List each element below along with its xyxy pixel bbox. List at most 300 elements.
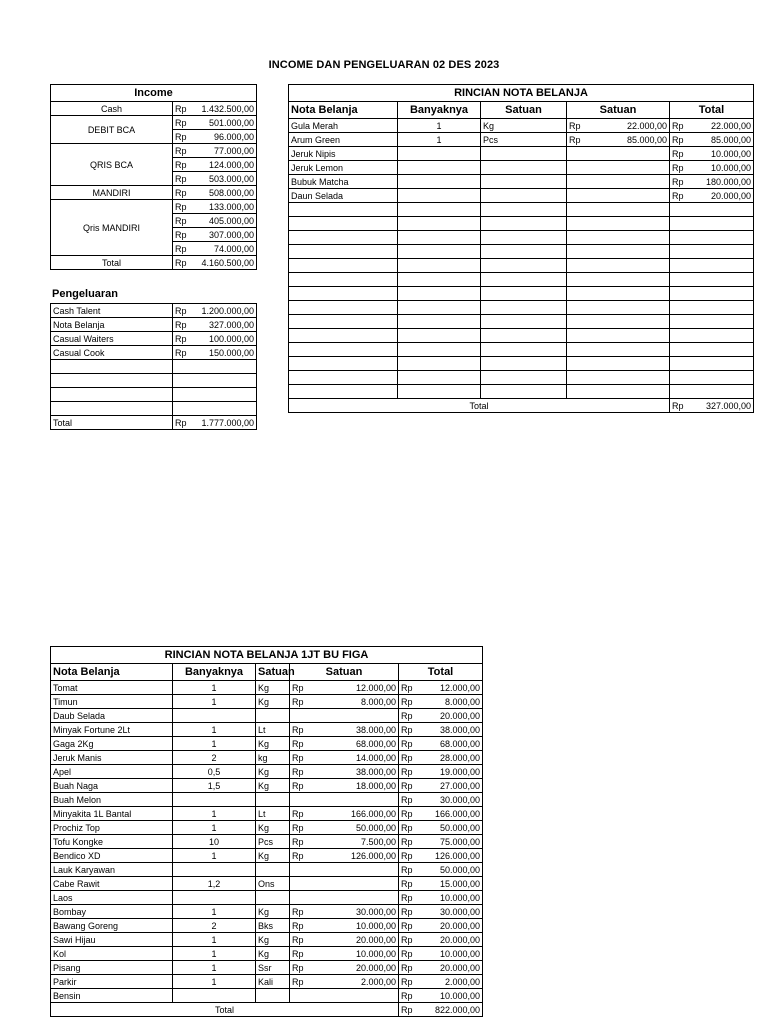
- amount-value: 150.000,00: [208, 347, 254, 358]
- table-row: [51, 709, 483, 723]
- item-unit: Kg: [256, 849, 290, 863]
- table-row: [51, 835, 483, 849]
- amount-value: 68.000,00: [440, 738, 481, 749]
- item-price: [290, 779, 399, 793]
- item-qty: 1: [173, 933, 256, 947]
- item-price: [567, 371, 670, 385]
- currency-label: Rp: [175, 305, 187, 316]
- amount-value: 38.000,00: [440, 724, 481, 735]
- item-unit: [481, 259, 567, 273]
- item-unit: Kg: [256, 737, 290, 751]
- item-unit: Pcs: [481, 133, 567, 147]
- amount-value: 20.000,00: [710, 190, 752, 201]
- page-title: INCOME DAN PENGELUARAN 02 DES 2023: [268, 59, 500, 71]
- income-amount: [173, 200, 257, 214]
- currency-label: Rp: [672, 148, 684, 159]
- table-row: [289, 329, 754, 343]
- pengeluaran-row: [51, 332, 257, 346]
- item-price: [567, 273, 670, 287]
- item-unit: [481, 329, 567, 343]
- item-unit: Kg: [256, 933, 290, 947]
- item-qty: 1: [398, 133, 481, 147]
- table-row: [51, 807, 483, 821]
- income-row: [51, 116, 257, 130]
- item-unit: Kg: [256, 779, 290, 793]
- currency-label: Rp: [175, 103, 187, 114]
- item-name: Cabe Rawit: [51, 877, 173, 891]
- amount-value: 20.000,00: [355, 934, 396, 945]
- table-row: [289, 217, 754, 231]
- pengeluaran-row: [51, 388, 257, 402]
- item-total: [399, 891, 483, 905]
- table-row: [289, 343, 754, 357]
- item-qty: [173, 891, 256, 905]
- item-qty: 1: [173, 947, 256, 961]
- amount-value: 327.000,00: [208, 319, 254, 330]
- column-header: Satuan: [567, 102, 670, 119]
- item-price: [567, 147, 670, 161]
- currency-label: Rp: [292, 976, 304, 987]
- item-name: Daun Selada: [289, 189, 398, 203]
- pengeluaran-row: [51, 402, 257, 416]
- currency-label: Rp: [175, 173, 187, 184]
- item-name: [289, 343, 398, 357]
- amount-value: 508.000,00: [208, 187, 255, 198]
- rincian-nota-belanja-table: [288, 84, 754, 413]
- currency-label: Rp: [401, 738, 413, 749]
- item-price: [567, 315, 670, 329]
- item-price: [290, 681, 399, 695]
- rincian-total-amount: [670, 399, 754, 413]
- item-total: [670, 161, 754, 175]
- currency-label: Rp: [292, 780, 304, 791]
- amount-value: 14.000,00: [355, 752, 396, 763]
- currency-label: Rp: [569, 134, 581, 145]
- item-total: [670, 273, 754, 287]
- item-total: [399, 709, 483, 723]
- item-name: Buah Melon: [51, 793, 173, 807]
- item-unit: Ssr: [256, 961, 290, 975]
- amount-value: 38.000,00: [355, 724, 396, 735]
- income-row: [51, 102, 257, 116]
- currency-label: Rp: [401, 850, 413, 861]
- amount-value: 20.000,00: [355, 962, 396, 973]
- item-unit: Bks: [256, 919, 290, 933]
- item-name: Tomat: [51, 681, 173, 695]
- item-total: [399, 919, 483, 933]
- item-name: Bawang Goreng: [51, 919, 173, 933]
- item-qty: 1: [173, 737, 256, 751]
- table-row: [289, 133, 754, 147]
- amount-value: 50.000,00: [355, 822, 396, 833]
- pengeluaran-label: [51, 402, 173, 416]
- item-qty: [398, 147, 481, 161]
- pengeluaran-amount: [173, 332, 257, 346]
- pengeluaran-total-label: Total: [51, 416, 173, 430]
- item-name: Bendico XD: [51, 849, 173, 863]
- currency-label: Rp: [401, 836, 413, 847]
- income-total-label: Total: [51, 256, 173, 270]
- item-name: [289, 371, 398, 385]
- table-row: [289, 175, 754, 189]
- item-price: [290, 835, 399, 849]
- income-amount: [173, 144, 257, 158]
- item-qty: 2: [173, 919, 256, 933]
- amount-value: 822.000,00: [435, 1004, 481, 1015]
- currency-label: Rp: [292, 962, 304, 973]
- amount-value: 4.160.500,00: [201, 257, 255, 268]
- item-unit: [481, 273, 567, 287]
- item-price: [567, 357, 670, 371]
- item-unit: [256, 793, 290, 807]
- item-qty: 1: [173, 807, 256, 821]
- currency-label: Rp: [292, 766, 304, 777]
- currency-label: Rp: [569, 120, 581, 131]
- item-unit: [481, 231, 567, 245]
- item-price: [290, 919, 399, 933]
- table-row: [51, 849, 483, 863]
- amount-value: 19.000,00: [440, 766, 481, 777]
- item-unit: kg: [256, 751, 290, 765]
- item-unit: [481, 315, 567, 329]
- item-qty: 1: [173, 905, 256, 919]
- item-total: [399, 947, 483, 961]
- amount-value: 28.000,00: [440, 752, 481, 763]
- item-price: [290, 821, 399, 835]
- item-name: [289, 217, 398, 231]
- item-unit: Kg: [256, 905, 290, 919]
- table-row: [289, 371, 754, 385]
- amount-value: 22.000,00: [626, 120, 667, 131]
- item-total: [399, 751, 483, 765]
- item-qty: [398, 315, 481, 329]
- item-unit: [481, 287, 567, 301]
- item-price: [290, 723, 399, 737]
- item-unit: [481, 203, 567, 217]
- table-row: [51, 989, 483, 1003]
- amount-value: 503.000,00: [208, 173, 255, 184]
- item-qty: 1: [173, 961, 256, 975]
- item-price: [290, 947, 399, 961]
- currency-label: Rp: [292, 920, 304, 931]
- income-amount: [173, 102, 257, 116]
- currency-label: Rp: [401, 766, 413, 777]
- item-qty: [398, 161, 481, 175]
- item-qty: [173, 863, 256, 877]
- amount-value: 20.000,00: [440, 920, 481, 931]
- amount-value: 50.000,00: [440, 864, 481, 875]
- currency-label: Rp: [292, 696, 304, 707]
- item-name: [289, 315, 398, 329]
- item-total: [670, 357, 754, 371]
- item-name: [289, 329, 398, 343]
- pengeluaran-label: Cash Talent: [51, 304, 173, 318]
- item-name: Bensin: [51, 989, 173, 1003]
- currency-label: Rp: [401, 794, 413, 805]
- table-row: [289, 231, 754, 245]
- item-unit: [256, 989, 290, 1003]
- item-price: [290, 975, 399, 989]
- currency-label: Rp: [401, 976, 413, 987]
- item-total: [670, 371, 754, 385]
- item-qty: [398, 329, 481, 343]
- item-name: [289, 385, 398, 399]
- income-amount: [173, 228, 257, 242]
- currency-label: Rp: [175, 201, 187, 212]
- item-total: [670, 343, 754, 357]
- pengeluaran-amount: [173, 388, 257, 402]
- pengeluaran-label: Casual Waiters: [51, 332, 173, 346]
- amount-value: 50.000,00: [440, 822, 481, 833]
- item-qty: [173, 709, 256, 723]
- item-qty: [398, 217, 481, 231]
- income-amount: [173, 158, 257, 172]
- item-total: [399, 905, 483, 919]
- currency-label: Rp: [401, 822, 413, 833]
- item-price: [290, 905, 399, 919]
- currency-label: Rp: [175, 229, 187, 240]
- item-unit: [256, 709, 290, 723]
- item-name: Parkir: [51, 975, 173, 989]
- currency-label: Rp: [292, 850, 304, 861]
- item-name: Gaga 2Kg: [51, 737, 173, 751]
- item-price: [567, 245, 670, 259]
- pengeluaran-amount: [173, 318, 257, 332]
- currency-label: Rp: [175, 187, 187, 198]
- currency-label: Rp: [292, 822, 304, 833]
- item-total: [670, 231, 754, 245]
- currency-label: Rp: [401, 696, 413, 707]
- item-name: Jeruk Nipis: [289, 147, 398, 161]
- item-qty: 1: [173, 975, 256, 989]
- item-price: [567, 329, 670, 343]
- amount-value: 10.000,00: [355, 920, 396, 931]
- currency-label: Rp: [175, 417, 187, 428]
- item-name: Pisang: [51, 961, 173, 975]
- item-price: [290, 709, 399, 723]
- table-row: [289, 273, 754, 287]
- amount-value: 7.500,00: [360, 836, 396, 847]
- currency-label: Rp: [175, 347, 187, 358]
- item-qty: 1: [173, 681, 256, 695]
- item-price: [567, 231, 670, 245]
- pengeluaran-amount: [173, 402, 257, 416]
- rincian-total-row: [51, 1003, 483, 1017]
- item-unit: [481, 357, 567, 371]
- item-name: [289, 203, 398, 217]
- pengeluaran-label: Casual Cook: [51, 346, 173, 360]
- item-total: [399, 975, 483, 989]
- amount-value: 85.000,00: [626, 134, 667, 145]
- currency-label: Rp: [292, 906, 304, 917]
- table-row: [51, 695, 483, 709]
- currency-label: Rp: [175, 215, 187, 226]
- item-price: [567, 133, 670, 147]
- currency-label: Rp: [175, 333, 187, 344]
- item-qty: [398, 385, 481, 399]
- item-qty: [398, 189, 481, 203]
- amount-value: 22.000,00: [710, 120, 752, 131]
- table-row: [51, 961, 483, 975]
- table-row: [51, 765, 483, 779]
- item-name: Gula Merah: [289, 119, 398, 133]
- table-row: [289, 357, 754, 371]
- item-price: [290, 849, 399, 863]
- currency-label: Rp: [175, 131, 187, 142]
- item-total: [670, 119, 754, 133]
- pengeluaran-amount: [173, 346, 257, 360]
- item-price: [290, 751, 399, 765]
- currency-label: Rp: [175, 159, 187, 170]
- item-price: [290, 793, 399, 807]
- item-price: [567, 287, 670, 301]
- item-total: [399, 681, 483, 695]
- amount-value: 27.000,00: [440, 780, 481, 791]
- rincian-total-amount: [399, 1003, 483, 1017]
- currency-label: Rp: [292, 752, 304, 763]
- item-unit: Kg: [256, 681, 290, 695]
- table-row: [51, 905, 483, 919]
- item-name: Bombay: [51, 905, 173, 919]
- currency-label: Rp: [672, 400, 684, 411]
- item-name: [289, 245, 398, 259]
- table-row: [289, 161, 754, 175]
- currency-label: Rp: [292, 738, 304, 749]
- column-header: Banyaknya: [173, 664, 256, 681]
- item-total: [670, 175, 754, 189]
- item-name: Minyakita 1L Bantal: [51, 807, 173, 821]
- item-name: Daub Selada: [51, 709, 173, 723]
- currency-label: Rp: [292, 948, 304, 959]
- amount-value: 10.000,00: [440, 990, 481, 1001]
- item-price: [567, 203, 670, 217]
- item-price: [290, 807, 399, 821]
- pengeluaran-total-row: [51, 416, 257, 430]
- currency-label: Rp: [401, 878, 413, 889]
- item-total: [399, 989, 483, 1003]
- pengeluaran-label: [51, 360, 173, 374]
- item-total: [399, 695, 483, 709]
- amount-value: 133.000,00: [208, 201, 255, 212]
- column-header: Nota Belanja: [289, 102, 398, 119]
- income-header: Income: [51, 85, 257, 102]
- amount-value: 30.000,00: [440, 906, 481, 917]
- item-total: [399, 863, 483, 877]
- item-total: [399, 849, 483, 863]
- item-name: Apel: [51, 765, 173, 779]
- pengeluaran-amount: [173, 374, 257, 388]
- item-total: [670, 189, 754, 203]
- item-price: [567, 217, 670, 231]
- item-name: [289, 357, 398, 371]
- item-qty: [398, 245, 481, 259]
- amount-value: 2.000,00: [445, 976, 481, 987]
- pengeluaran-row: [51, 346, 257, 360]
- item-name: Bubuk Matcha: [289, 175, 398, 189]
- column-header: Satuan: [256, 664, 290, 681]
- amount-value: 12.000,00: [440, 682, 481, 693]
- income-total-amount: [173, 256, 257, 270]
- currency-label: Rp: [292, 724, 304, 735]
- income-amount: [173, 116, 257, 130]
- item-name: [289, 259, 398, 273]
- item-total: [670, 259, 754, 273]
- item-qty: [173, 989, 256, 1003]
- pengeluaran-row: [51, 304, 257, 318]
- item-unit: Ons: [256, 877, 290, 891]
- column-header: Nota Belanja: [51, 664, 173, 681]
- income-total-row: [51, 256, 257, 270]
- amount-value: 18.000,00: [355, 780, 396, 791]
- pengeluaran-amount: [173, 360, 257, 374]
- amount-value: 10.000,00: [710, 162, 752, 173]
- item-price: [567, 189, 670, 203]
- item-unit: Lt: [256, 807, 290, 821]
- item-unit: [256, 863, 290, 877]
- table-row: [289, 245, 754, 259]
- amount-value: 85.000,00: [710, 134, 752, 145]
- item-total: [670, 329, 754, 343]
- item-unit: Kg: [256, 947, 290, 961]
- item-unit: Lt: [256, 723, 290, 737]
- item-price: [290, 695, 399, 709]
- amount-value: 75.000,00: [440, 836, 481, 847]
- amount-value: 68.000,00: [355, 738, 396, 749]
- item-name: Laos: [51, 891, 173, 905]
- item-name: [289, 287, 398, 301]
- item-name: Lauk Karyawan: [51, 863, 173, 877]
- item-name: Buah Naga: [51, 779, 173, 793]
- item-total: [399, 723, 483, 737]
- amount-value: 30.000,00: [440, 794, 481, 805]
- currency-label: Rp: [401, 710, 413, 721]
- currency-label: Rp: [401, 724, 413, 735]
- table-row: [51, 779, 483, 793]
- pengeluaran-label: Nota Belanja: [51, 318, 173, 332]
- amount-value: 2.000,00: [360, 976, 396, 987]
- item-name: [289, 231, 398, 245]
- pengeluaran-table: [50, 303, 257, 430]
- item-unit: [256, 891, 290, 905]
- amount-value: 100.000,00: [208, 333, 254, 344]
- amount-value: 501.000,00: [208, 117, 255, 128]
- currency-label: Rp: [401, 864, 413, 875]
- income-row: [51, 186, 257, 200]
- rincian-header: RINCIAN NOTA BELANJA 1JT BU FIGA: [51, 647, 483, 664]
- item-unit: Kg: [256, 765, 290, 779]
- amount-value: 405.000,00: [208, 215, 255, 226]
- item-price: [290, 877, 399, 891]
- item-total: [399, 737, 483, 751]
- rincian-nota-belanja-figa-table: [50, 646, 483, 1017]
- item-price: [290, 863, 399, 877]
- item-price: [567, 175, 670, 189]
- column-header: Total: [399, 664, 483, 681]
- item-total: [670, 315, 754, 329]
- income-amount: [173, 242, 257, 256]
- item-qty: 1,5: [173, 779, 256, 793]
- item-qty: 1: [173, 695, 256, 709]
- item-unit: [481, 161, 567, 175]
- amount-value: 10.000,00: [710, 148, 752, 159]
- pengeluaran-heading: Pengeluaran: [52, 288, 119, 300]
- item-unit: [481, 175, 567, 189]
- item-name: Arum Green: [289, 133, 398, 147]
- table-row: [51, 681, 483, 695]
- item-name: [289, 273, 398, 287]
- table-row: [51, 891, 483, 905]
- item-unit: Kg: [481, 119, 567, 133]
